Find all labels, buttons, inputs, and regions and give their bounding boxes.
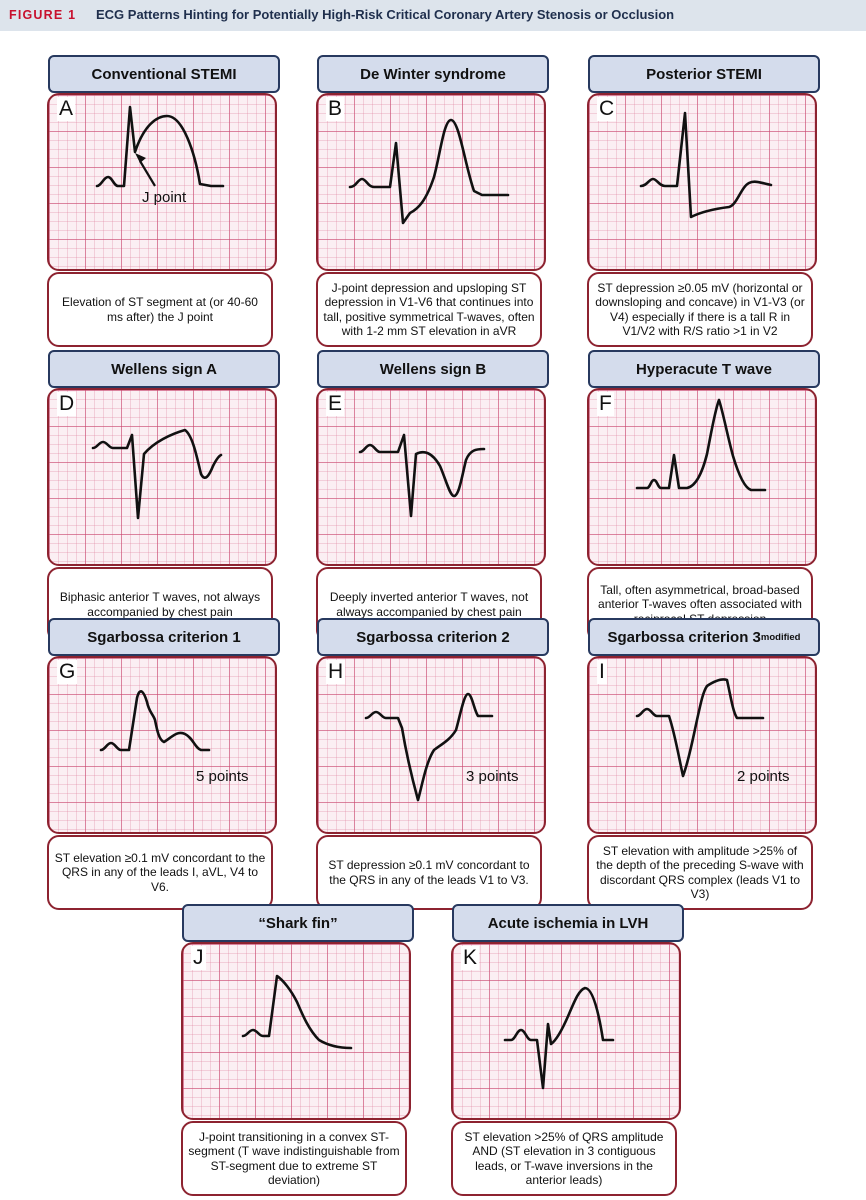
ecg-grid [47, 656, 277, 834]
ecg-grid [316, 656, 546, 834]
ecg-grid [451, 942, 681, 1120]
arrow-head-icon [135, 153, 146, 163]
ecg-trace-sgarbossa-3 [589, 658, 815, 832]
panel-description: ST depression ≥0.05 mV (horizontal or downsloping and concave) in V1-V3 (or V4) especially if there is a tall R in V1/V2 with R/S ratio >1 in V2 [587, 272, 813, 347]
ecg-grid [316, 388, 546, 566]
panel-letter: D [59, 392, 75, 415]
ecg-trace-sgarbossa-2 [318, 658, 544, 832]
panel-title: Sgarbossa criterion 2 [317, 618, 549, 656]
panel-description: J-point depression and upsloping ST depression in V1-V6 that continues into tall, positive symmetrical T-waves, often with 1-2 mm ST elevation in aVR [316, 272, 542, 347]
panel-letter: B [328, 97, 343, 120]
panel-description: Elevation of ST segment at (or 40-60 ms after) the J point [47, 272, 273, 347]
panel-description: Deeply inverted anterior T waves, not always accompanied by chest pain [316, 567, 542, 642]
figure-header [0, 0, 866, 31]
ecg-grid [181, 942, 411, 1120]
ecg-trace-shark-fin [183, 944, 409, 1118]
ecg-trace-hyperacute-t [589, 390, 815, 564]
points-label: 2 points [737, 768, 790, 785]
panel-title: Acute ischemia in LVH [452, 904, 684, 942]
panel-description: ST elevation >25% of QRS amplitude AND (ST elevation in 3 contiguous leads, or T-wave inversions in the anterior leads) [451, 1121, 677, 1196]
panel-letter: G [59, 660, 76, 683]
panel-description: ST elevation ≥0.1 mV concordant to the QRS in any of the leads I, aVL, V4 to V6. [47, 835, 273, 910]
panel-title: Hyperacute T wave [588, 350, 820, 388]
panel-title: “Shark fin” [182, 904, 414, 942]
panel-title: Wellens sign B [317, 350, 549, 388]
ecg-grid [47, 388, 277, 566]
panel-description: ST elevation with amplitude >25% of the depth of the preceding S-wave with discordant QRS complex (leads V1 to V3) [587, 835, 813, 910]
ecg-trace-conventional-stemi [49, 95, 275, 269]
panel-letter: A [59, 97, 74, 120]
panel-description: J-point transitioning in a convex ST-segment (T wave indistinguishable from ST-segment due to extreme ST deviation) [181, 1121, 407, 1196]
ecg-grid [316, 93, 546, 271]
panel-title: Wellens sign A [48, 350, 280, 388]
ecg-grid [587, 93, 817, 271]
ecg-trace-lvh-ischemia [453, 944, 679, 1118]
ecg-trace-wellens-b [318, 390, 544, 564]
panel-letter: F [599, 392, 612, 415]
ecg-trace-de-winter [318, 95, 544, 269]
figure-title: ECG Patterns Hinting for Potentially High-Risk Critical Coronary Artery Stenosis or Occlusion [96, 7, 675, 22]
panel-letter: H [328, 660, 344, 683]
points-label: 3 points [466, 768, 519, 785]
panel-title: Posterior STEMI [588, 55, 820, 93]
panel-title: Conventional STEMI [48, 55, 280, 93]
ecg-trace-sgarbossa-1 [49, 658, 275, 832]
panel-letter: C [599, 97, 615, 120]
panel-description: Biphasic anterior T waves, not always accompanied by chest pain [47, 567, 273, 642]
panel-title: Sgarbossa criterion 1 [48, 618, 280, 656]
panel-description: ST depression ≥0.1 mV concordant to the QRS in any of the leads V1 to V3. [316, 835, 542, 910]
ecg-trace-posterior-stemi [589, 95, 815, 269]
ecg-grid [587, 656, 817, 834]
panel-title: Sgarbossa criterion 3 modified [588, 618, 820, 656]
points-label: 5 points [196, 768, 249, 785]
figure-label: FIGURE 1 [9, 8, 77, 22]
panel-title: De Winter syndrome [317, 55, 549, 93]
j-point-label: J point [142, 189, 187, 206]
j-point-arrow [140, 161, 155, 186]
panel-letter: J [193, 946, 204, 969]
ecg-trace-wellens-a [49, 390, 275, 564]
ecg-grid [47, 93, 277, 271]
panel-description: Tall, often asymmetrical, broad-based anterior T-waves often associated with [587, 567, 813, 642]
panel-letter: K [463, 946, 478, 969]
ecg-grid [587, 388, 817, 566]
panel-letter: E [328, 392, 343, 415]
panel-letter: I [599, 660, 605, 683]
